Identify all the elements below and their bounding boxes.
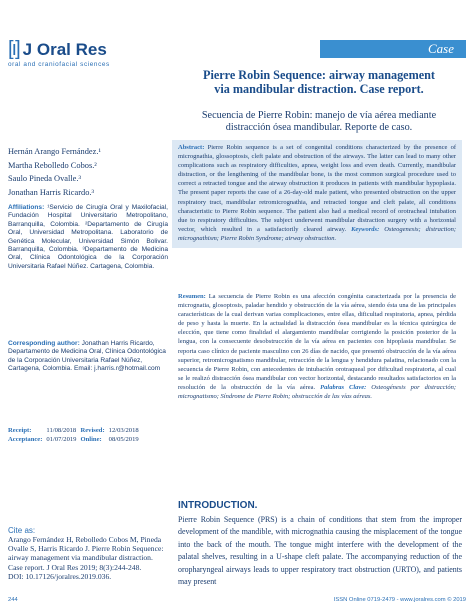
author-name: Hernán Arango Fernández.¹ (8, 147, 101, 156)
acceptance-date: 01/07/2019 (46, 436, 77, 443)
revised-date: 12/03/2018 (108, 427, 139, 434)
abstract-text: Pierre Robin sequence is a set of congenital conditions characterized by the presence of micrognathia, glossoptosis, cleft palate and obstruction of the airways. The latter can lead to many other complications such as respiratory difficulties, apnea, weight loss and even death. Currently, mandibular distraction, or the lengthening of the mandibular bone, is the most common surgical procedure used to correct a retracted tongue and the airway obstruction it produces in patients with mandibular hypoplasia. The present paper reports the case of a 26-day-old male patient, who presented obstruction on the upper respiratory tract, mandibular retromicrognathia, and retracted tongue and cleft palate, all conditions characteristic to Pierre Robin sequence. The patient also had a medical record of orotracheal intubation due to respiratory difficulties. The subject underwent mandibular distraction surgery with a horizontal vector, which resulted in a satisfactorily cleared airway. (178, 144, 457, 233)
resumen-box (172, 292, 462, 401)
journal-name: J Oral Res (22, 40, 107, 59)
affiliations (8, 204, 168, 271)
introduction-text: Pierre Robin Sequence (PRS) is a chain of conditions that stem from the improper development of the mandible, with micrognathia causing the misplacement of the tongue into the back of the mouth. The tongue might interfere with the development of the palatal shelves, resulting in a U-shape cleft palate. The accompanying reduction of the oropharyngeal airways leads to upper respiratory tract obstruction (URTO), and patients may present (178, 515, 462, 587)
corresponding-text: Jonathan Harris Ricardo, Departamento de Medicina Oral, Clínica Odontológica de la Corporación Universitaria Rafael Núñez, Cartagena, Colombia. Email: j.harris.r@hotmail.com (8, 340, 166, 373)
logo-brackets-icon: [ı] (8, 38, 19, 60)
affiliations-label: Affiliations: (8, 204, 45, 211)
journal-subtitle: oral and craniofacial sciences (8, 61, 110, 68)
online-label: Online: (80, 436, 102, 443)
article-subtitle: Secuencia de Pierre Robin: manejo de vía aérea mediante distracción ósea mandibular. Reporte de caso. (201, 110, 437, 133)
issn-text: ISSN Online 0719-2479 - www.joralres.com © 2019 (333, 597, 466, 603)
resumen-label: Resumen: (178, 293, 206, 300)
revised-label: Revised: (80, 427, 105, 434)
page-footer (8, 597, 466, 603)
corresponding-author (8, 340, 168, 374)
cite-heading: Cite as: (8, 526, 36, 535)
receipt-date: 11/08/2018 (46, 427, 77, 434)
article-type-badge: Case (320, 40, 466, 58)
article-title: Pierre Robin Sequence: airway management via mandibular distraction. Case report. (203, 68, 435, 96)
corresponding-label: Corresponding author: (8, 340, 80, 347)
author-name: Saulo Pineda Ovalle.³ (8, 174, 81, 184)
abstract-label: Abstract: (178, 144, 205, 151)
page-number: 244 (8, 597, 18, 603)
receipt-label: Receipt: (8, 427, 32, 434)
resumen-text: La secuencia de Pierre Robin es una afección congénita caracterizada por la presencia de micrognatia, glosoptosis, paladar hendido y obstrucción de la vía aérea, siendo ésta una de las principales características de la cual derivan varias complicaciones, entre ellas, dificultad respiratoria, apnea, pérdida de peso y hasta la muerte. En la actualidad la distracción ósea mandibular es la técnica quirúrgica de elección, que tiene como finalidad el alargamiento mandibular corrigiendo la posición posterior de la lengua, con la consecuente desobstrucción de la vía aérea en pacientes con hipoplasia mandibular. Se reporta caso clínico de paciente masculino con 26 días de nacido, que presentó obstrucción de la vía aérea superior, retromicrognatismo mandibular, retracción de la lengua y hendidura palatina, relacionado con la secuencia de Pierre Robin, con antecedentes de intubación orotraqueal por dificultad respiratoria, al cual se le realizó distracción ósea mandibular con vector horizontal, destacando resultados satisfactorios en la resolución de la obstrucción de la vía aérea. (178, 293, 457, 391)
author-name: Jonathan Harris Ricardo.³ (8, 187, 95, 197)
citation (8, 526, 168, 581)
author-list (8, 146, 168, 200)
online-date: 08/05/2019 (108, 436, 139, 443)
palabras-clave-text: Osteogénesis por distracción; micrognatismo; Síndrome de Pierre Robin; obstrucción de las vías aéreas. (178, 383, 456, 401)
keywords-text: Osteogenesis; distraction; micrognathism; Pierre Robin Syndrome; airway obstruction. (178, 225, 457, 242)
doi-link[interactable]: DOI: 10.17126/joralres.2019.036. (8, 571, 112, 581)
palabras-clave-label: Palabras Clave: (320, 383, 367, 391)
introduction-heading: INTRODUCTION. (178, 500, 258, 511)
affiliations-text: ¹Servicio de Cirugía Oral y Maxilofacial, Fundación Hospital Universitario Metropolitano, Barranquilla, Colombia. ²Departamento de Cirugía Oral, Universidad Metropolitana. Laboratorio de Genética Molecular, Universidad Simón Bolivar. Barranquilla, Colombia. ³Departamento de Medicina Oral, Clínica Odontológica de la Corporación Universitaria Rafael Núñez. Cartagena, Colombia. (8, 204, 168, 270)
keywords-label: Keywords: (351, 225, 380, 233)
author-name: Martha Rebolledo Cobos.² (8, 160, 97, 170)
article-dates (8, 426, 168, 444)
journal-logo (8, 38, 168, 78)
acceptance-label: Acceptance: (8, 436, 43, 443)
cite-text: Arango Fernández H, Rebolledo Cobos M, Pineda Ovalle S, Harris Ricardo J. Pierre Robin Sequence: airway management via mandibular distraction. Case report. J Oral Res 2019; 8(3):244-248. (8, 535, 164, 572)
abstract-box (172, 140, 462, 248)
